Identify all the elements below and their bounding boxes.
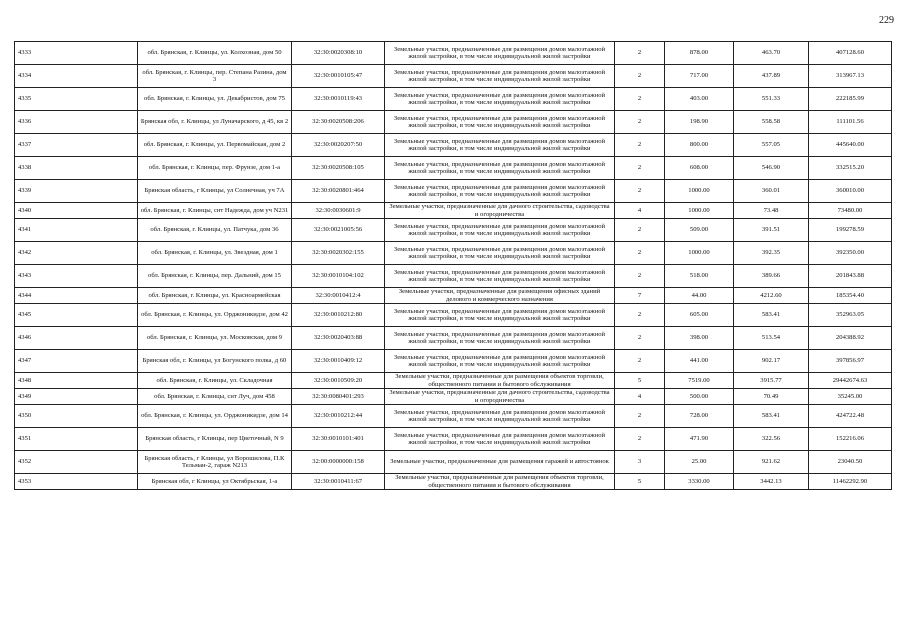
row-number: 4339 — [15, 180, 138, 203]
table-row — [15, 451, 892, 474]
cadastral-number-cell: 32:30:0010412:4 — [292, 288, 385, 304]
address-cell: обл. Брянская, г. Клинцы, ул. Орджоникидзе, дом 42 — [138, 304, 292, 327]
specific-value-cell: 513.54 — [734, 327, 809, 350]
group-cell: 4 — [615, 389, 665, 405]
cadastral-value-cell: 23040.50 — [809, 451, 892, 474]
group-cell: 5 — [615, 474, 665, 490]
table-row — [15, 373, 892, 389]
cadastral-value-cell: 152216.06 — [809, 428, 892, 451]
row-number: 4336 — [15, 111, 138, 134]
group-cell: 2 — [615, 327, 665, 350]
table-row — [15, 428, 892, 451]
specific-value-cell: 558.58 — [734, 111, 809, 134]
land-use-cell: Земельные участки, предназначенные для размещения домов малоэтажной жилой застройки, в том числе индивидуальной жилой застройки — [385, 428, 615, 451]
row-number: 4353 — [15, 474, 138, 490]
table-row — [15, 111, 892, 134]
specific-value-cell: 73.48 — [734, 203, 809, 219]
cadastral-number-cell: 32:30:0080401:293 — [292, 389, 385, 405]
specific-value-cell: 921.62 — [734, 451, 809, 474]
land-use-cell: Земельные участки, предназначенные для дачного строительства, садоводства и огородничества — [385, 389, 615, 405]
group-cell: 2 — [615, 304, 665, 327]
area-cell: 403.00 — [665, 88, 734, 111]
group-cell: 2 — [615, 405, 665, 428]
land-registry-table — [14, 41, 892, 490]
specific-value-cell: 463.70 — [734, 42, 809, 65]
specific-value-cell: 583.41 — [734, 304, 809, 327]
cadastral-number-cell: 32:30:0010212:80 — [292, 304, 385, 327]
cadastral-value-cell: 199278.59 — [809, 219, 892, 242]
table-row — [15, 350, 892, 373]
group-cell: 3 — [615, 451, 665, 474]
row-number: 4350 — [15, 405, 138, 428]
cadastral-value-cell: 397856.97 — [809, 350, 892, 373]
area-cell: 717.00 — [665, 65, 734, 88]
table-body — [15, 42, 892, 490]
cadastral-number-cell: 32:30:0020403:88 — [292, 327, 385, 350]
land-use-cell: Земельные участки, предназначенные для размещения домов малоэтажной жилой застройки, в том числе индивидуальной жилой застройки — [385, 242, 615, 265]
cadastral-number-cell: 32:30:0020308:10 — [292, 42, 385, 65]
area-cell: 1000.00 — [665, 203, 734, 219]
page-number: 229 — [879, 15, 894, 26]
row-number: 4346 — [15, 327, 138, 350]
row-number: 4349 — [15, 389, 138, 405]
specific-value-cell: 3442.13 — [734, 474, 809, 490]
row-number: 4333 — [15, 42, 138, 65]
table-row — [15, 389, 892, 405]
table-row — [15, 242, 892, 265]
group-cell: 7 — [615, 288, 665, 304]
address-cell: Брянская обл, г. Клинцы, ул Богунского полка, д 60 — [138, 350, 292, 373]
cadastral-value-cell: 11462292.90 — [809, 474, 892, 490]
address-cell: обл. Брянская, г. Клинцы, ул. Орджоникидзе, дом 14 — [138, 405, 292, 428]
land-use-cell: Земельные участки, предназначенные для размещения домов малоэтажной жилой застройки, в том числе индивидуальной жилой застройки — [385, 327, 615, 350]
area-cell: 25.00 — [665, 451, 734, 474]
land-use-cell: Земельные участки, предназначенные для размещения домов малоэтажной жилой застройки, в том числе индивидуальной жилой застройки — [385, 304, 615, 327]
address-cell: обл. Брянская, г. Клинцы, пер. Фрунзе, дом 1-а — [138, 157, 292, 180]
specific-value-cell: 437.89 — [734, 65, 809, 88]
land-use-cell: Земельные участки, предназначенные для размещения офисных зданий делового и коммерческого назначения — [385, 288, 615, 304]
land-use-cell: Земельные участки, предназначенные для размещения домов малоэтажной жилой застройки, в том числе индивидуальной жилой застройки — [385, 88, 615, 111]
group-cell: 2 — [615, 265, 665, 288]
specific-value-cell: 70.49 — [734, 389, 809, 405]
row-number: 4348 — [15, 373, 138, 389]
cadastral-value-cell: 313967.13 — [809, 65, 892, 88]
address-cell: обл. Брянская, г. Клинцы, ул. Первомайская, дом 2 — [138, 134, 292, 157]
address-cell: обл. Брянская, г. Клинцы, ул. Складочная — [138, 373, 292, 389]
specific-value-cell: 4212.60 — [734, 288, 809, 304]
table-row — [15, 327, 892, 350]
cadastral-value-cell: 201843.88 — [809, 265, 892, 288]
area-cell: 605.00 — [665, 304, 734, 327]
land-use-cell: Земельные участки, предназначенные для размещения домов малоэтажной жилой застройки, в том числе индивидуальной жилой застройки — [385, 219, 615, 242]
specific-value-cell: 3915.77 — [734, 373, 809, 389]
table-row — [15, 157, 892, 180]
table-row — [15, 88, 892, 111]
specific-value-cell: 546.90 — [734, 157, 809, 180]
cadastral-value-cell: 445640.00 — [809, 134, 892, 157]
cadastral-number-cell: 32:30:0020801:464 — [292, 180, 385, 203]
land-use-cell: Земельные участки, предназначенные для размещения гаражей и автостоянок — [385, 451, 615, 474]
specific-value-cell: 322.56 — [734, 428, 809, 451]
cadastral-number-cell: 32:30:0010409:12 — [292, 350, 385, 373]
address-cell: Брянская область, г Клинцы, пер Цветочный, N 9 — [138, 428, 292, 451]
cadastral-value-cell: 352963.05 — [809, 304, 892, 327]
row-number: 4345 — [15, 304, 138, 327]
table-row — [15, 219, 892, 242]
table-row — [15, 265, 892, 288]
row-number: 4351 — [15, 428, 138, 451]
address-cell: обл. Брянская, г. Клинцы, ул. Красноармейская — [138, 288, 292, 304]
cadastral-value-cell: 392350.00 — [809, 242, 892, 265]
cadastral-number-cell: 32:30:0020508:105 — [292, 157, 385, 180]
group-cell: 2 — [615, 88, 665, 111]
group-cell: 2 — [615, 157, 665, 180]
group-cell: 2 — [615, 111, 665, 134]
address-cell: Брянская обл, г. Клинцы, ул Луначарского, д 45, кв 2 — [138, 111, 292, 134]
area-cell: 800.00 — [665, 134, 734, 157]
cadastral-value-cell: 332515.20 — [809, 157, 892, 180]
cadastral-number-cell: 32:30:0010104:102 — [292, 265, 385, 288]
address-cell: обл. Брянская, г. Клинцы, снт Луч, дом 458 — [138, 389, 292, 405]
specific-value-cell: 557.05 — [734, 134, 809, 157]
table-row — [15, 304, 892, 327]
group-cell: 2 — [615, 428, 665, 451]
cadastral-number-cell: 32:30:0021005:56 — [292, 219, 385, 242]
specific-value-cell: 360.01 — [734, 180, 809, 203]
address-cell: обл. Брянская, г. Клинцы, ул. Колхозная, дом 50 — [138, 42, 292, 65]
land-use-cell: Земельные участки, предназначенные для размещения домов малоэтажной жилой застройки, в том числе индивидуальной жилой застройки — [385, 111, 615, 134]
group-cell: 2 — [615, 134, 665, 157]
row-number: 4335 — [15, 88, 138, 111]
group-cell: 2 — [615, 180, 665, 203]
row-number: 4338 — [15, 157, 138, 180]
address-cell: Брянская область, г Клинцы, ул Ворошилова, П.К Тельман-2, гараж N213 — [138, 451, 292, 474]
area-cell: 518.00 — [665, 265, 734, 288]
cadastral-number-cell: 32:30:0020302:155 — [292, 242, 385, 265]
specific-value-cell: 389.66 — [734, 265, 809, 288]
cadastral-value-cell: 185354.40 — [809, 288, 892, 304]
group-cell: 4 — [615, 203, 665, 219]
row-number: 4344 — [15, 288, 138, 304]
cadastral-number-cell: 32:30:0010101:401 — [292, 428, 385, 451]
cadastral-number-cell: 32:30:0020207:50 — [292, 134, 385, 157]
address-cell: Брянская область, г Клинцы, ул Солнечная, уч 7А — [138, 180, 292, 203]
cadastral-number-cell: 32:30:0010119:43 — [292, 88, 385, 111]
area-cell: 198.90 — [665, 111, 734, 134]
area-cell: 500.00 — [665, 389, 734, 405]
address-cell: обл. Брянская, г. Клинцы, ул. Декабристов, дом 75 — [138, 88, 292, 111]
table-row — [15, 42, 892, 65]
cadastral-value-cell: 204388.92 — [809, 327, 892, 350]
group-cell: 2 — [615, 219, 665, 242]
land-use-cell: Земельные участки, предназначенные для размещения домов малоэтажной жилой застройки, в том числе индивидуальной жилой застройки — [385, 65, 615, 88]
cadastral-value-cell: 29442674.63 — [809, 373, 892, 389]
table-row — [15, 134, 892, 157]
area-cell: 878.00 — [665, 42, 734, 65]
address-cell: обл. Брянская, г. Клинцы, снт Надежда, дом уч N231 — [138, 203, 292, 219]
specific-value-cell: 902.17 — [734, 350, 809, 373]
specific-value-cell: 392.35 — [734, 242, 809, 265]
address-cell: обл. Брянская, г. Клинцы, пер. Дальний, дом 15 — [138, 265, 292, 288]
cadastral-number-cell: 32:30:0010411:67 — [292, 474, 385, 490]
group-cell: 5 — [615, 373, 665, 389]
area-cell: 7519.00 — [665, 373, 734, 389]
row-number: 4340 — [15, 203, 138, 219]
row-number: 4337 — [15, 134, 138, 157]
land-use-cell: Земельные участки, предназначенные для размещения объектов торговли, общественного питания и бытового обслуживания — [385, 373, 615, 389]
cadastral-number-cell: 32:30:0020508:206 — [292, 111, 385, 134]
address-cell: обл. Брянская, г. Клинцы, пер. Степана Разина, дом 3 — [138, 65, 292, 88]
row-number: 4334 — [15, 65, 138, 88]
land-use-cell: Земельные участки, предназначенные для размещения домов малоэтажной жилой застройки, в том числе индивидуальной жилой застройки — [385, 180, 615, 203]
group-cell: 2 — [615, 242, 665, 265]
area-cell: 1000.00 — [665, 180, 734, 203]
cadastral-value-cell: 222185.99 — [809, 88, 892, 111]
land-use-cell: Земельные участки, предназначенные для размещения домов малоэтажной жилой застройки, в том числе индивидуальной жилой застройки — [385, 265, 615, 288]
table-row — [15, 288, 892, 304]
cadastral-number-cell: 32:30:0010105:47 — [292, 65, 385, 88]
table-row — [15, 203, 892, 219]
row-number: 4352 — [15, 451, 138, 474]
land-use-cell: Земельные участки, предназначенные для размещения домов малоэтажной жилой застройки, в том числе индивидуальной жилой застройки — [385, 405, 615, 428]
table-row — [15, 180, 892, 203]
area-cell: 398.00 — [665, 327, 734, 350]
specific-value-cell: 583.41 — [734, 405, 809, 428]
table-row — [15, 65, 892, 88]
land-use-cell: Земельные участки, предназначенные для размещения домов малоэтажной жилой застройки, в том числе индивидуальной жилой застройки — [385, 134, 615, 157]
area-cell: 3330.00 — [665, 474, 734, 490]
area-cell: 509.00 — [665, 219, 734, 242]
cadastral-number-cell: 32:30:0030601:9 — [292, 203, 385, 219]
land-use-cell: Земельные участки, предназначенные для размещения домов малоэтажной жилой застройки, в том числе индивидуальной жилой застройки — [385, 350, 615, 373]
table-row — [15, 474, 892, 490]
row-number: 4343 — [15, 265, 138, 288]
table-row — [15, 405, 892, 428]
row-number: 4342 — [15, 242, 138, 265]
cadastral-value-cell: 424722.48 — [809, 405, 892, 428]
area-cell: 44.00 — [665, 288, 734, 304]
group-cell: 2 — [615, 42, 665, 65]
address-cell: обл. Брянская, г. Клинцы, ул. Звездная, дом 1 — [138, 242, 292, 265]
area-cell: 441.00 — [665, 350, 734, 373]
specific-value-cell: 551.33 — [734, 88, 809, 111]
cadastral-value-cell: 73480.00 — [809, 203, 892, 219]
specific-value-cell: 391.51 — [734, 219, 809, 242]
address-cell: Брянская обл, г Клинцы, ул Октябрьская, 1-а — [138, 474, 292, 490]
land-use-cell: Земельные участки, предназначенные для размещения объектов торговли, общественного питания и бытового обслуживания — [385, 474, 615, 490]
land-use-cell: Земельные участки, предназначенные для размещения домов малоэтажной жилой застройки, в том числе индивидуальной жилой застройки — [385, 42, 615, 65]
area-cell: 728.00 — [665, 405, 734, 428]
row-number: 4347 — [15, 350, 138, 373]
cadastral-number-cell: 32:30:0010509:20 — [292, 373, 385, 389]
cadastral-number-cell: 32:30:0010212:44 — [292, 405, 385, 428]
group-cell: 2 — [615, 350, 665, 373]
address-cell: обл. Брянская, г. Клинцы, ул. Московская, дом 9 — [138, 327, 292, 350]
land-use-cell: Земельные участки, предназначенные для дачного строительства, садоводства и огородничества — [385, 203, 615, 219]
area-cell: 1000.00 — [665, 242, 734, 265]
cadastral-number-cell: 32:00:0000000:158 — [292, 451, 385, 474]
land-use-cell: Земельные участки, предназначенные для размещения домов малоэтажной жилой застройки, в том числе индивидуальной жилой застройки — [385, 157, 615, 180]
address-cell: обл. Брянская, г. Клинцы, ул. Патчука, дом 36 — [138, 219, 292, 242]
area-cell: 608.00 — [665, 157, 734, 180]
area-cell: 471.90 — [665, 428, 734, 451]
cadastral-value-cell: 35245.00 — [809, 389, 892, 405]
cadastral-value-cell: 111101.56 — [809, 111, 892, 134]
cadastral-value-cell: 360010.00 — [809, 180, 892, 203]
group-cell: 2 — [615, 65, 665, 88]
cadastral-value-cell: 407128.60 — [809, 42, 892, 65]
row-number: 4341 — [15, 219, 138, 242]
